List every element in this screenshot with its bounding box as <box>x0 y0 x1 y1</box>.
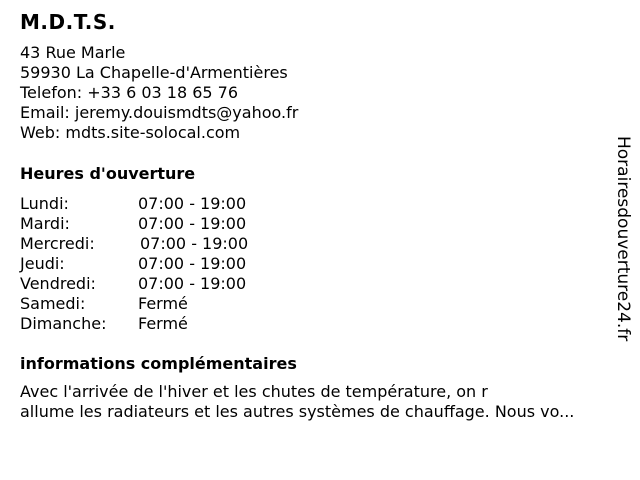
opening-hours-heading: Heures d'ouverture <box>20 164 196 183</box>
day-hours: 07:00 - 19:00 <box>138 214 247 233</box>
day-label: Mardi: <box>20 214 70 233</box>
info-line: allume les radiateurs et les autres systèmes de chauffage. Nous vo... <box>20 402 575 421</box>
hours-row-friday <box>20 274 248 294</box>
day-hours: 07:00 - 19:00 <box>140 234 249 253</box>
day-label: Mercredi: <box>20 234 95 253</box>
day-hours: 07:00 - 19:00 <box>138 254 247 273</box>
site-watermark <box>606 136 636 376</box>
site-watermark-text: Horairesdouverture24.fr <box>613 136 633 342</box>
website: Web: mdts.site-solocal.com <box>20 123 241 142</box>
day-hours: Fermé <box>138 294 188 313</box>
email-address: Email: jeremy.douismdts@yahoo.fr <box>20 103 299 122</box>
info-line: Avec l'arrivée de l'hiver et les chutes de température, on r <box>20 382 488 401</box>
day-label: Vendredi: <box>20 274 96 293</box>
phone-number: Telefon: +33 6 03 18 65 76 <box>20 83 239 102</box>
hours-row-monday <box>20 194 248 214</box>
opening-hours-table <box>20 194 248 334</box>
day-hours: 07:00 - 19:00 <box>138 274 247 293</box>
day-label: Samedi: <box>20 294 86 313</box>
day-label: Jeudi: <box>20 254 65 273</box>
business-name: M.D.T.S. <box>20 10 116 34</box>
hours-row-saturday <box>20 294 248 314</box>
day-hours: Fermé <box>138 314 188 333</box>
hours-row-sunday <box>20 314 248 334</box>
hours-row-wednesday <box>20 234 248 254</box>
contact-block <box>20 43 298 143</box>
address-city: 59930 La Chapelle-d'Armentières <box>20 63 288 82</box>
address-street: 43 Rue Marle <box>20 43 126 62</box>
hours-row-thursday <box>20 254 248 274</box>
day-label: Lundi: <box>20 194 69 213</box>
day-label: Dimanche: <box>20 314 107 333</box>
additional-info-heading: informations complémentaires <box>20 354 297 373</box>
day-hours: 07:00 - 19:00 <box>138 194 247 213</box>
additional-info-text <box>20 382 625 422</box>
hours-row-tuesday <box>20 214 248 234</box>
